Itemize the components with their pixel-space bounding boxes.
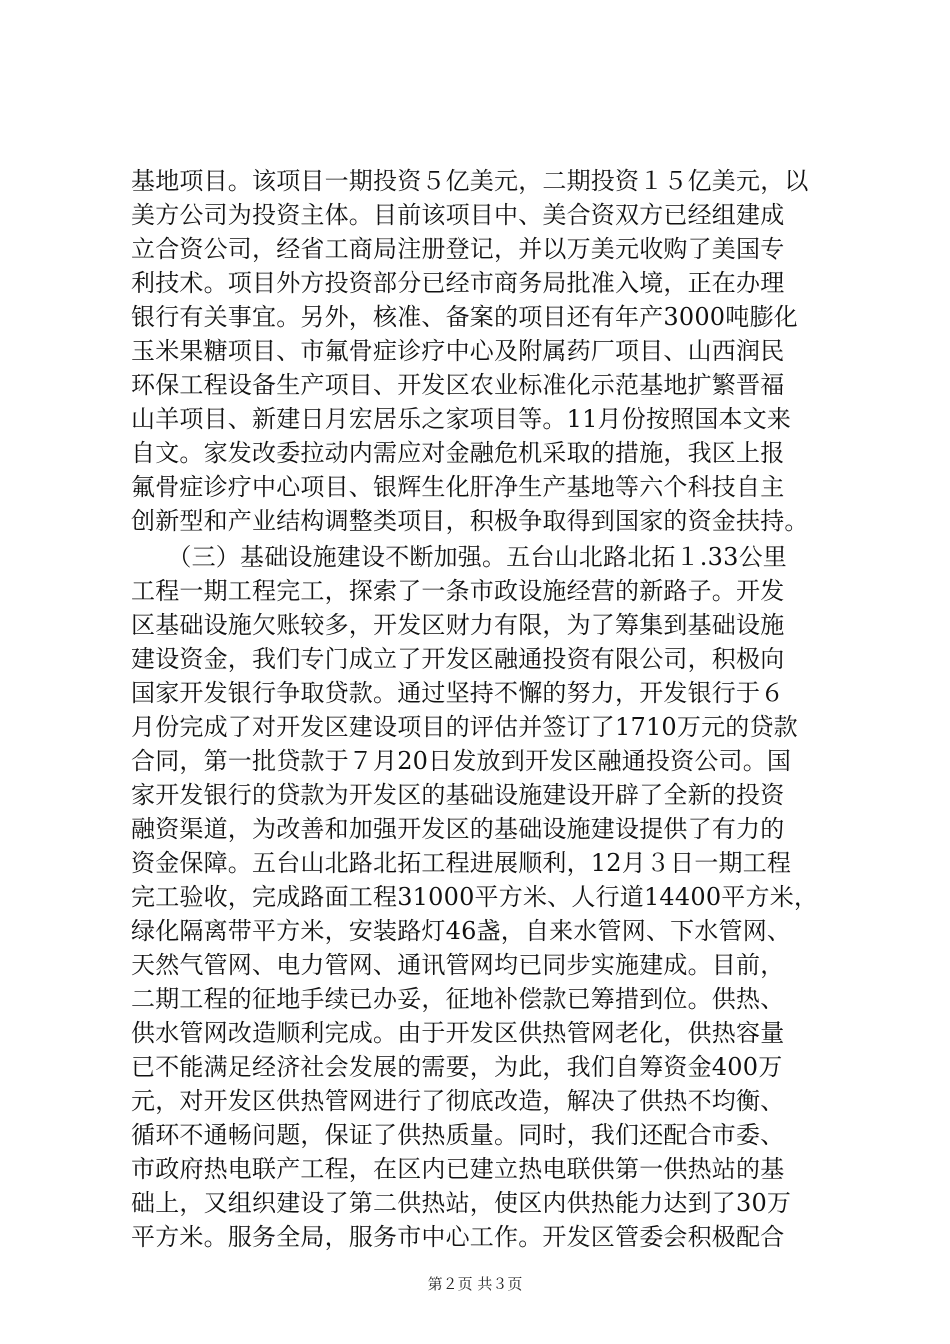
text-line: 国家开发银行争取贷款。通过坚持不懈的努力，开发银行于６: [131, 679, 785, 707]
text-line: 自文。家发改委拉动内需应对金融危机采取的措施，我区上报: [131, 439, 785, 467]
text-line: 环保工程设备生产项目、开发区农业标准化示范基地扩繁晋福: [131, 371, 785, 399]
text-line: 基地项目。该项目一期投资５亿美元，二期投资１５亿美元，以: [131, 167, 809, 195]
text-line: 银行有关事宜。另外，核准、备案的项目还有年产3000吨膨化: [131, 303, 798, 331]
text-line: 完工验收，完成路面工程31000平方米、人行道14400平方米，: [131, 883, 819, 911]
text-line: 玉米果糖项目、市氟骨症诊疗中心及附属药厂项目、山西润民: [131, 337, 785, 365]
text-line: 供水管网改造顺利完成。由于开发区供热管网老化，供热容量: [131, 1019, 785, 1047]
text-line: 资金保障。五台山北路北拓工程进展顺利，12月３日一期工程: [131, 849, 792, 877]
text-line: 美方公司为投资主体。目前该项目中、美合资双方已经组建成: [131, 201, 785, 229]
text-line: 工程一期工程完工，探索了一条市政设施经营的新路子。开发: [131, 577, 785, 605]
text-line: 氟骨症诊疗中心项目、银辉生化肝净生产基地等六个科技自主: [131, 473, 785, 501]
text-line: 已不能满足经济社会发展的需要，为此，我们自筹资金400万: [131, 1053, 783, 1081]
paragraph-infrastructure: [131, 540, 823, 1254]
text-line: 平方米。服务全局，服务市中心工作。开发区管委会积极配合: [131, 1223, 785, 1251]
text-line: 月份完成了对开发区建设项目的评估并签订了1710万元的贷款: [131, 713, 798, 741]
text-line: 利技术。项目外方投资部分已经市商务局批准入境，正在办理: [131, 269, 785, 297]
text-line: 础上，又组织建设了第二供热站，使区内供热能力达到了30万: [131, 1189, 792, 1217]
text-line: 元，对开发区供热管网进行了彻底改造，解决了供热不均衡、: [131, 1087, 785, 1115]
text-line: 绿化隔离带平方米，安装路灯46盏，自来水管网、下水管网、: [131, 917, 792, 945]
text-line: 天然气管网、电力管网、通讯管网均已同步实施建成。目前，: [131, 951, 785, 979]
text-line: 家开发银行的贷款为开发区的基础设施建设开辟了全新的投资: [131, 781, 785, 809]
text-line: 二期工程的征地手续已办妥，征地补偿款已筹措到位。供热、: [131, 985, 785, 1013]
page-footer: 第２页 共３页: [427, 1275, 523, 1293]
text-line: 融资渠道，为改善和加强开发区的基础设施建设提供了有力的: [131, 815, 785, 843]
text-line: 区基础设施欠账较多，开发区财力有限，为了筹集到基础设施: [131, 611, 785, 639]
text-line: 建设资金，我们专门成立了开发区融通投资有限公司，积极向: [131, 645, 785, 673]
text-line: （三）基础设施建设不断加强。五台山北路北拓１.33公里: [131, 543, 787, 571]
text-line: 立合资公司，经省工商局注册登记，并以万美元收购了美国专: [131, 235, 785, 263]
paragraph-project-investment: [131, 164, 823, 538]
text-line: 市政府热电联产工程，在区内已建立热电联供第一供热站的基: [131, 1155, 785, 1183]
text-line: 创新型和产业结构调整类项目，积极争取得到国家的资金扶持。: [131, 507, 809, 535]
text-line: 山羊项目、新建日月宏居乐之家项目等。11月份按照国本文来: [131, 405, 792, 433]
text-line: 合同，第一批贷款于７月20日发放到开发区融通投资公司。国: [131, 747, 792, 775]
text-line: 循环不通畅问题，保证了供热质量。同时，我们还配合市委、: [131, 1121, 785, 1149]
